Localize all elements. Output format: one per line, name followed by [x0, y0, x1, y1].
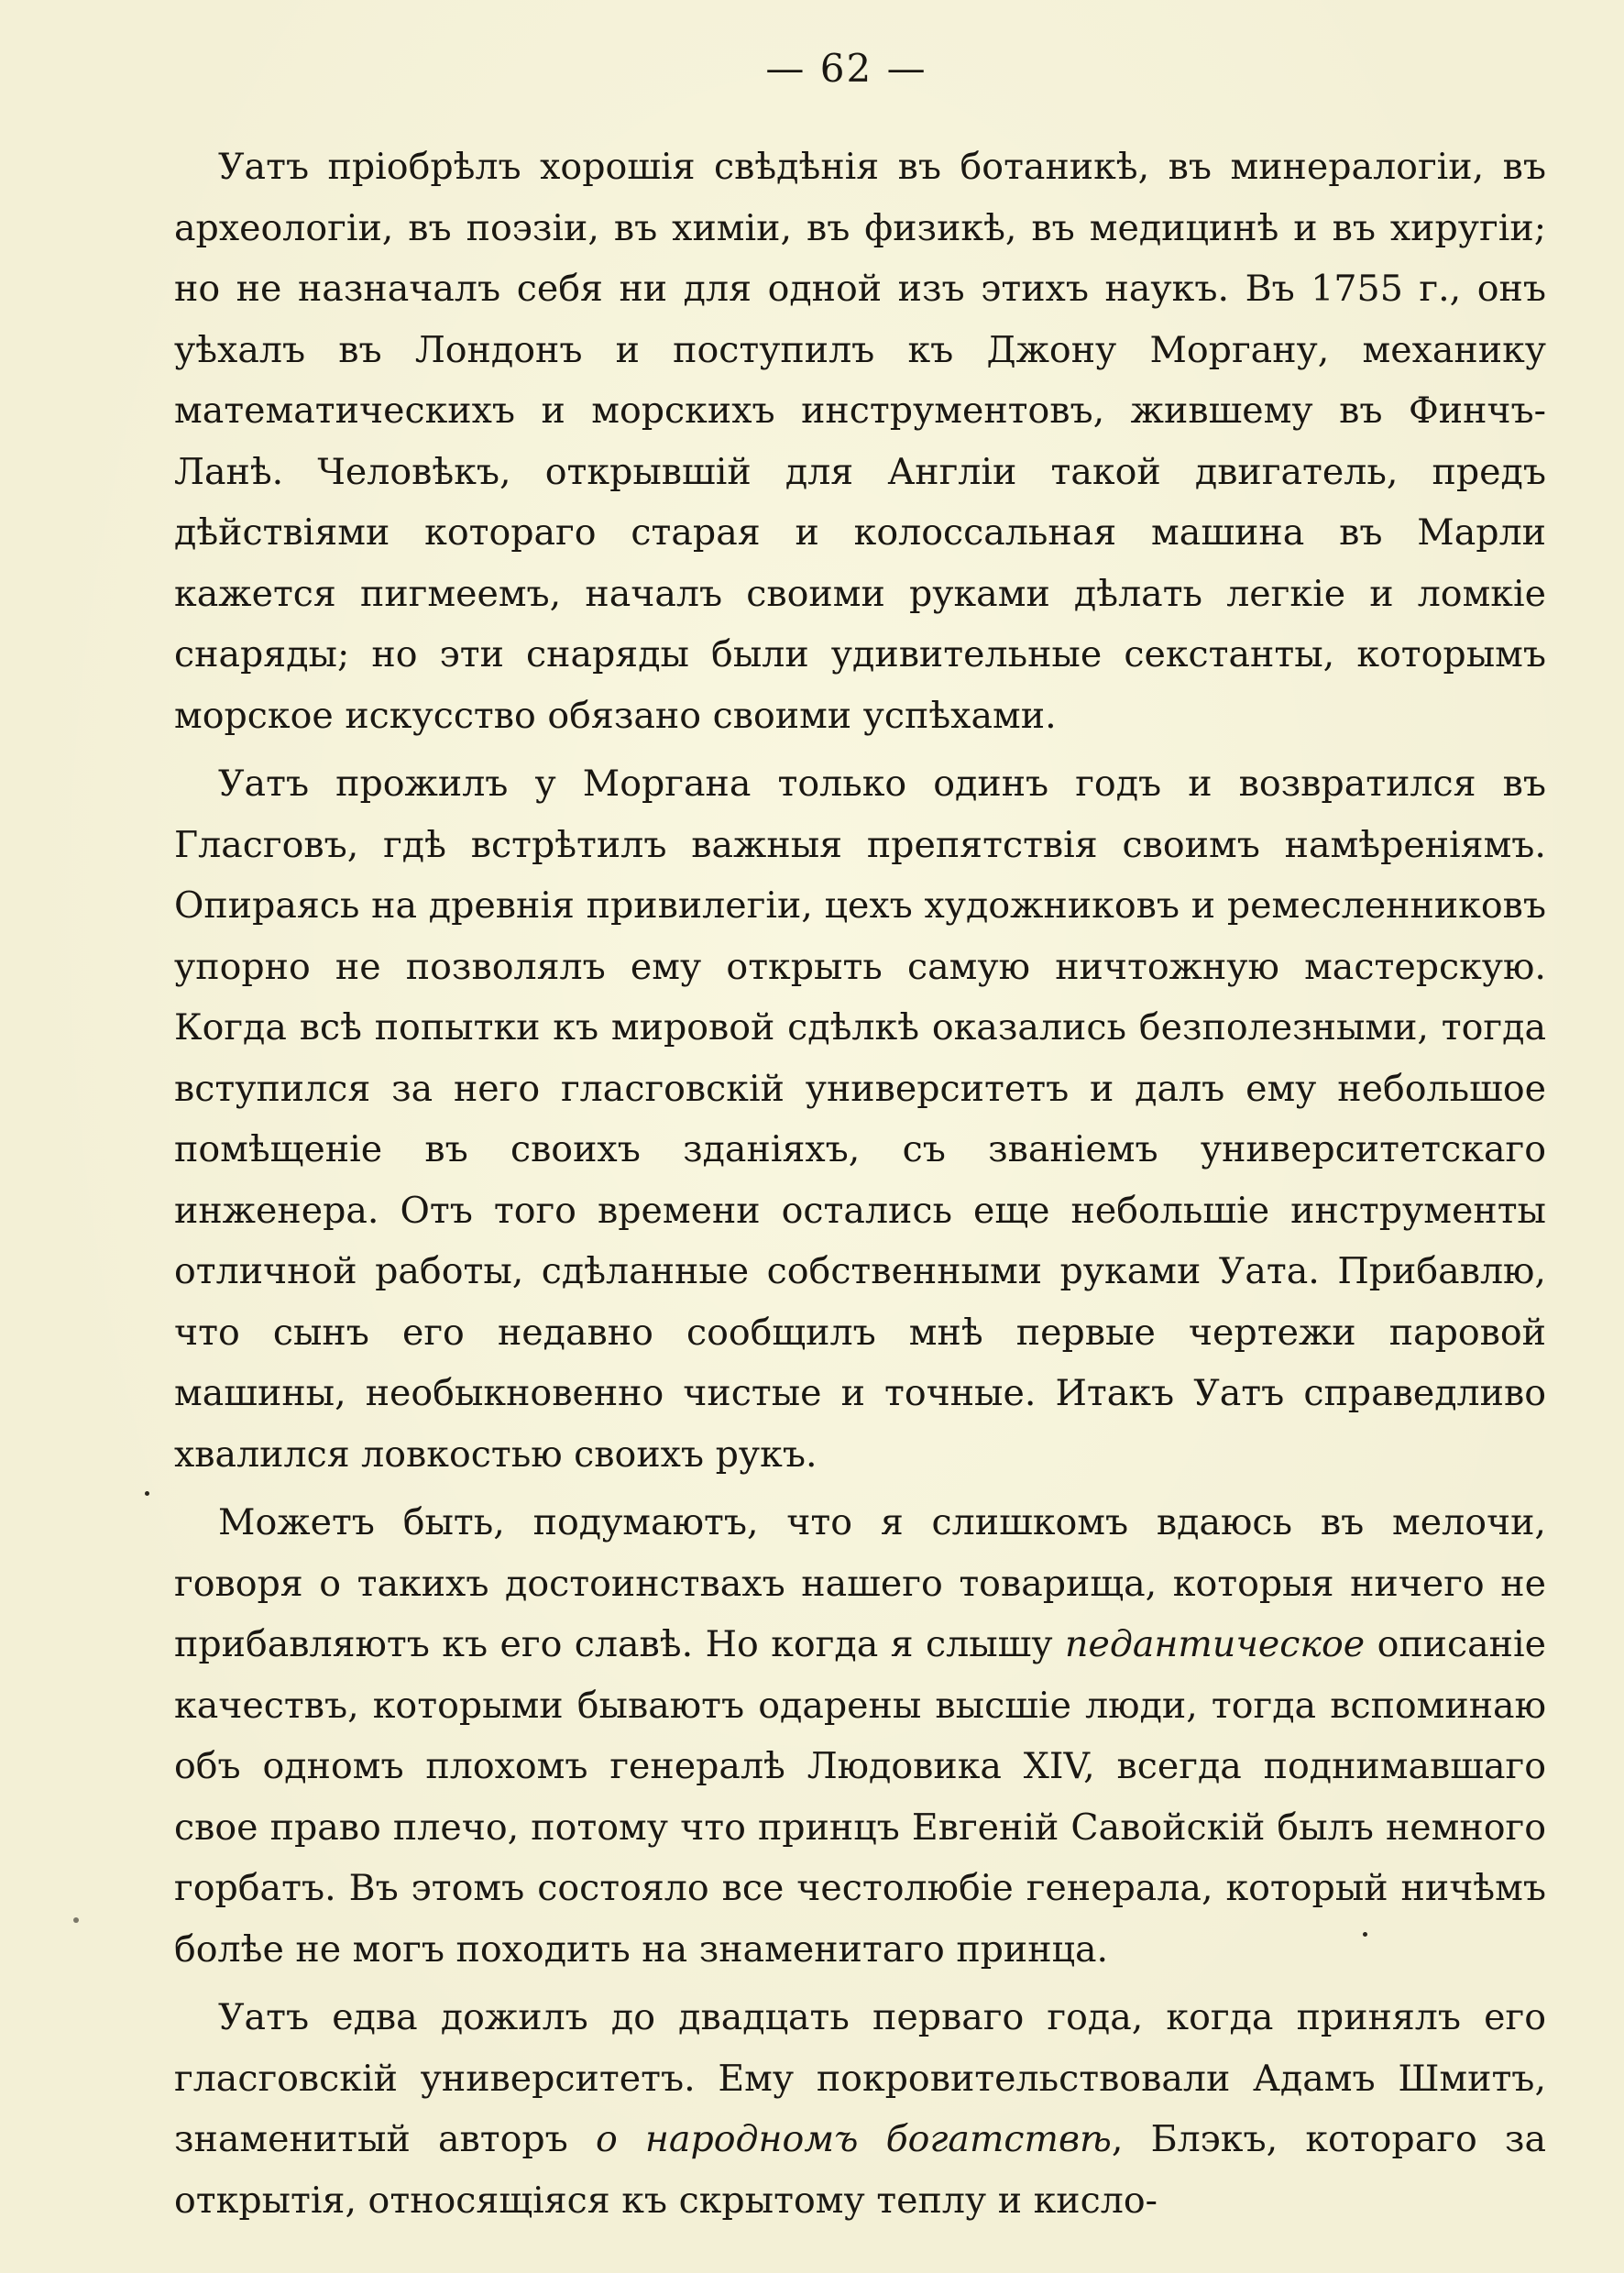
paragraph-4 — [174, 1987, 1546, 2231]
paper-speck-2 — [73, 1917, 79, 1923]
paragraph-1-text: Уатъ пріобрѣлъ хорошія свѣдѣнія въ ботаникѣ, въ минералогіи, въ археологіи, въ поэзіи, въ химіи, въ физикѣ, въ медицинѣ и въ хиругіи; но не назначалъ себя ни для одной изъ этихъ наукъ. Въ 1755 г., онъ уѣхалъ въ Лондонъ и поступилъ къ Джону Моргану, механику математическихъ и морскихъ инструментовъ, жившему въ Финчъ-Ланѣ. Человѣкъ, открывшій для Англіи такой двигатель, предъ дѣйствіями котораго старая и колоссальная машина въ Марли кажется пигмеемъ, началъ своими руками дѣлать легкіе и ломкіе снаряды; но эти снаряды были удивительные секстанты, которымъ морское искусство обязано своими успѣхами. — [174, 146, 1546, 737]
paragraph-2-text: Уатъ прожилъ у Моргана только одинъ годъ и возвратился въ Гласговъ, гдѣ встрѣтилъ важныя препятствія своимъ намѣреніямъ. Опираясь на древнія привилегіи, цехъ художниковъ и ремесленниковъ упорно не позволялъ ему открыть самую ничтожную мастерскую. Когда всѣ попытки къ мировой сдѣлкѣ оказались безполезными, тогда вступился за него гласговскій университетъ и далъ ему небольшое помѣщеніе въ своихъ зданіяхъ, съ званіемъ университетскаго инженера. Отъ того времени остались еще небольшіе инструменты отличной работы, сдѣланные собственными руками Уата. Прибавлю, что сынъ его недавно сообщилъ мнѣ первые чертежи паровой машины, необыкновенно чистые и точные. Итакъ Уатъ справедливо хвалился ловкостью своихъ рукъ. — [174, 763, 1546, 1476]
paragraph-4-text-a: Уатъ едва дожилъ до двадцать перваго года, когда принялъ его гласговскій университетъ. Ему покровительствовали Адамъ Шмитъ, знаменитый авторъ — [174, 1996, 1546, 2160]
paragraph-4-text-b: , Блэкъ, котораго за открытія, относящіяся къ скрытому теплу и кисло- — [174, 2118, 1546, 2222]
page-number: — 62 — — [765, 46, 927, 91]
paragraph-4-italic-title: о народномъ богатствѣ — [595, 2118, 1112, 2160]
paragraph-1 — [174, 137, 1546, 746]
paper-speck-1 — [145, 1491, 149, 1496]
paper-speck-3 — [1363, 1932, 1367, 1937]
paragraph-3-text-b: описаніе качествъ, которыми бываютъ одарены высшіе люди, тогда вспоминаю объ одномъ плохомъ генералѣ Людовика XIV, всегда поднимавшаго свое право плечо, потому что принцъ Евгеній Савойскій былъ немного горбатъ. Въ этомъ состояло все честолюбіе генерала, который ничѣмъ болѣе не могъ походить на знаменитаго принца. — [174, 1623, 1547, 1971]
paragraph-3 — [174, 1492, 1546, 1980]
paragraph-3-text-a: Можетъ быть, подумаютъ, что я слишкомъ вдаюсь въ мелочи, говоря о такихъ достоинствахъ нашего товарища, которыя ничего не прибавляютъ къ его славѣ. Но когда я слышу — [174, 1501, 1546, 1665]
paragraph-2 — [174, 753, 1546, 1485]
paragraph-3-italic-term: педантическое — [1065, 1623, 1366, 1665]
